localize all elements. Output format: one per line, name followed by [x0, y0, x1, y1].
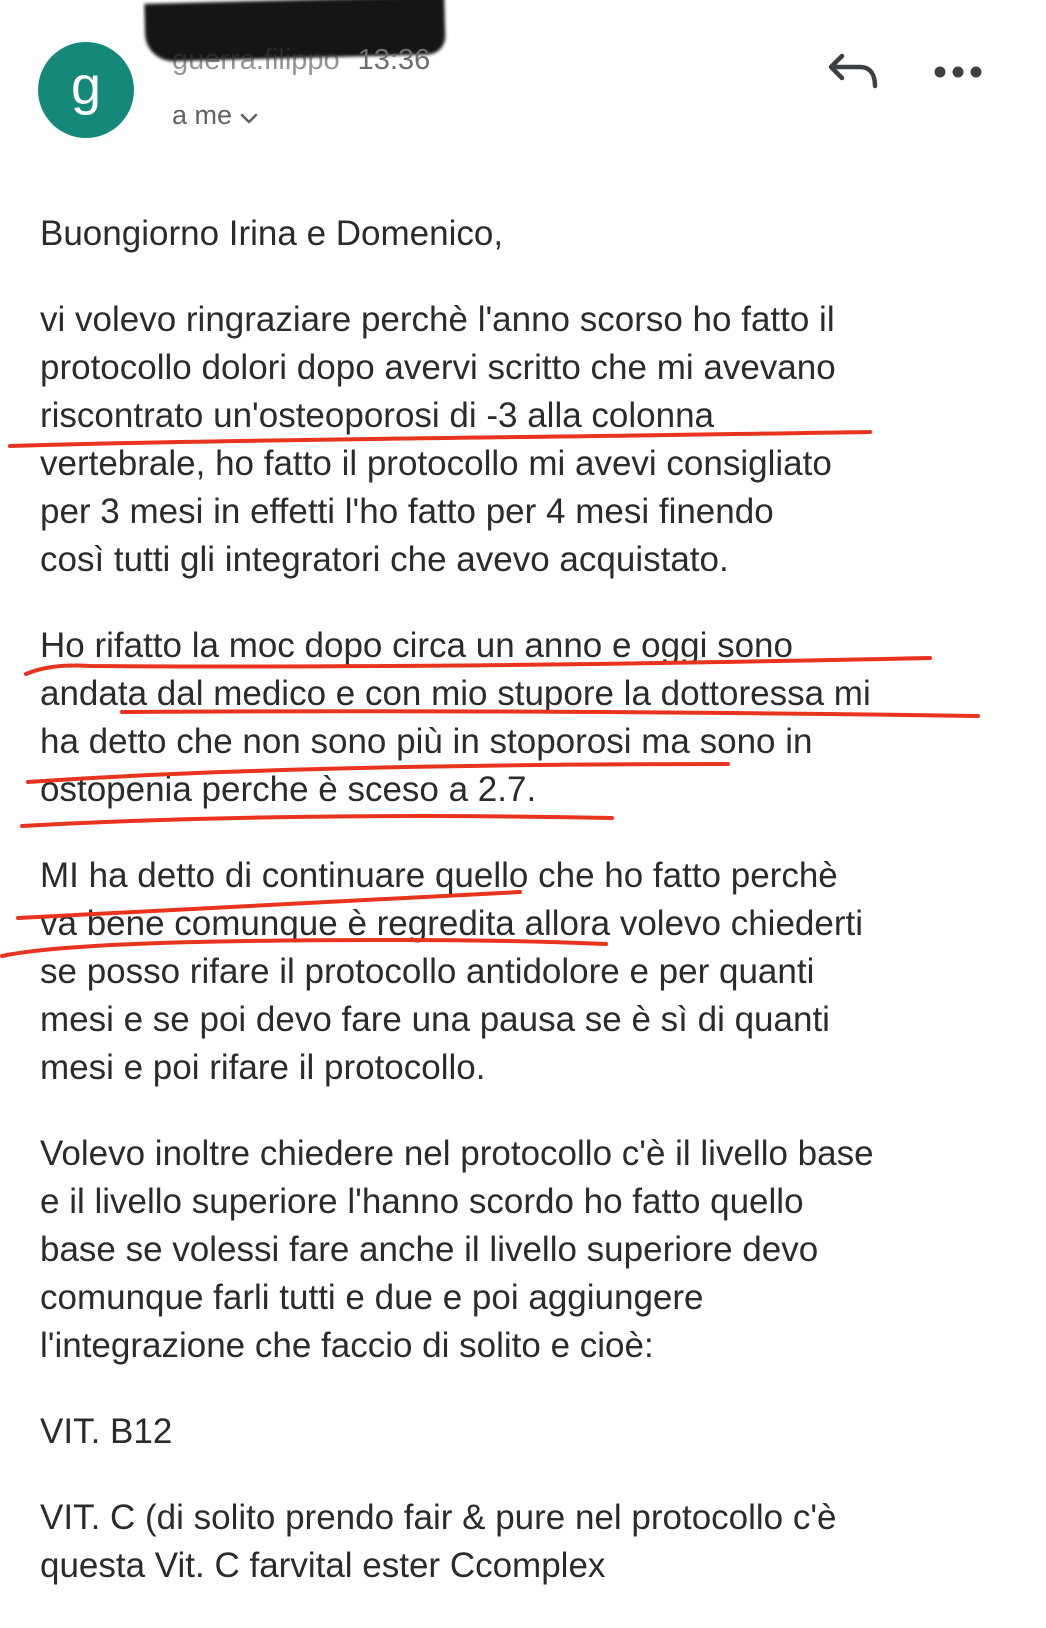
- greeting: Buongiorno Irina e Domenico,: [40, 214, 504, 253]
- list-item-vit-c: VIT. C (di solito prendo fair & pure nel protocollo c'è questa Vit. C farvital ester Ccomplex: [40, 1498, 837, 1585]
- list-item-vit-b12: VIT. B12: [40, 1412, 173, 1451]
- recipient-label: a me: [172, 100, 233, 130]
- message-body: [40, 210, 1000, 1628]
- recipient-details-toggle[interactable]: [172, 100, 258, 132]
- message-header: [0, 0, 1046, 160]
- paragraph-levels: Volevo inoltre chiedere nel protocollo c'è il livello base e il livello superiore l'hanno scordo ho fatto quello base se volessi fare anche il livello superiore devo comunque farli tutti e due e poi aggiungere l'integrazione che faccio di solito e cioè:: [40, 1134, 874, 1365]
- paragraph-moc-result: Ho rifatto la moc dopo circa un anno e oggi sono andata dal medico e con mio stupore la dottoressa mi ha detto che non sono più in stoporosi ma sono in ostopenia perche è sceso a 2.7.: [40, 626, 871, 809]
- message-time: 13:36: [357, 44, 431, 76]
- more-options-button[interactable]: [932, 58, 984, 86]
- more-horizontal-icon: [932, 58, 984, 86]
- sender-avatar[interactable]: [38, 42, 134, 138]
- sender-name[interactable]: guerra.filippo: [172, 44, 340, 76]
- avatar-letter: g: [70, 56, 102, 116]
- reply-button[interactable]: [826, 50, 882, 96]
- paragraph-question: MI ha detto di continuare quello che ho fatto perchè va bene comunque è regredita allora volevo chiederti se posso rifare il protocollo antidolore e per quanti mesi e se poi devo fare una pausa se è sì di quanti mesi e poi rifare il protocollo.: [40, 856, 864, 1087]
- sender-line: [172, 44, 430, 77]
- reply-arrow-icon: [826, 50, 882, 96]
- paragraph-thanks: vi volevo ringraziare perchè l'anno scorso ho fatto il protocollo dolori dopo avervi scritto che mi avevano riscontrato un'osteoporosi di -3 alla colonna vertebrale, ho fatto il protocollo mi avevi consigliato per 3 mesi in effetti l'ho fatto per 4 mesi finendo così tutti gli integratori che avevo acquistato.: [40, 300, 836, 579]
- chevron-down-icon: [240, 101, 258, 132]
